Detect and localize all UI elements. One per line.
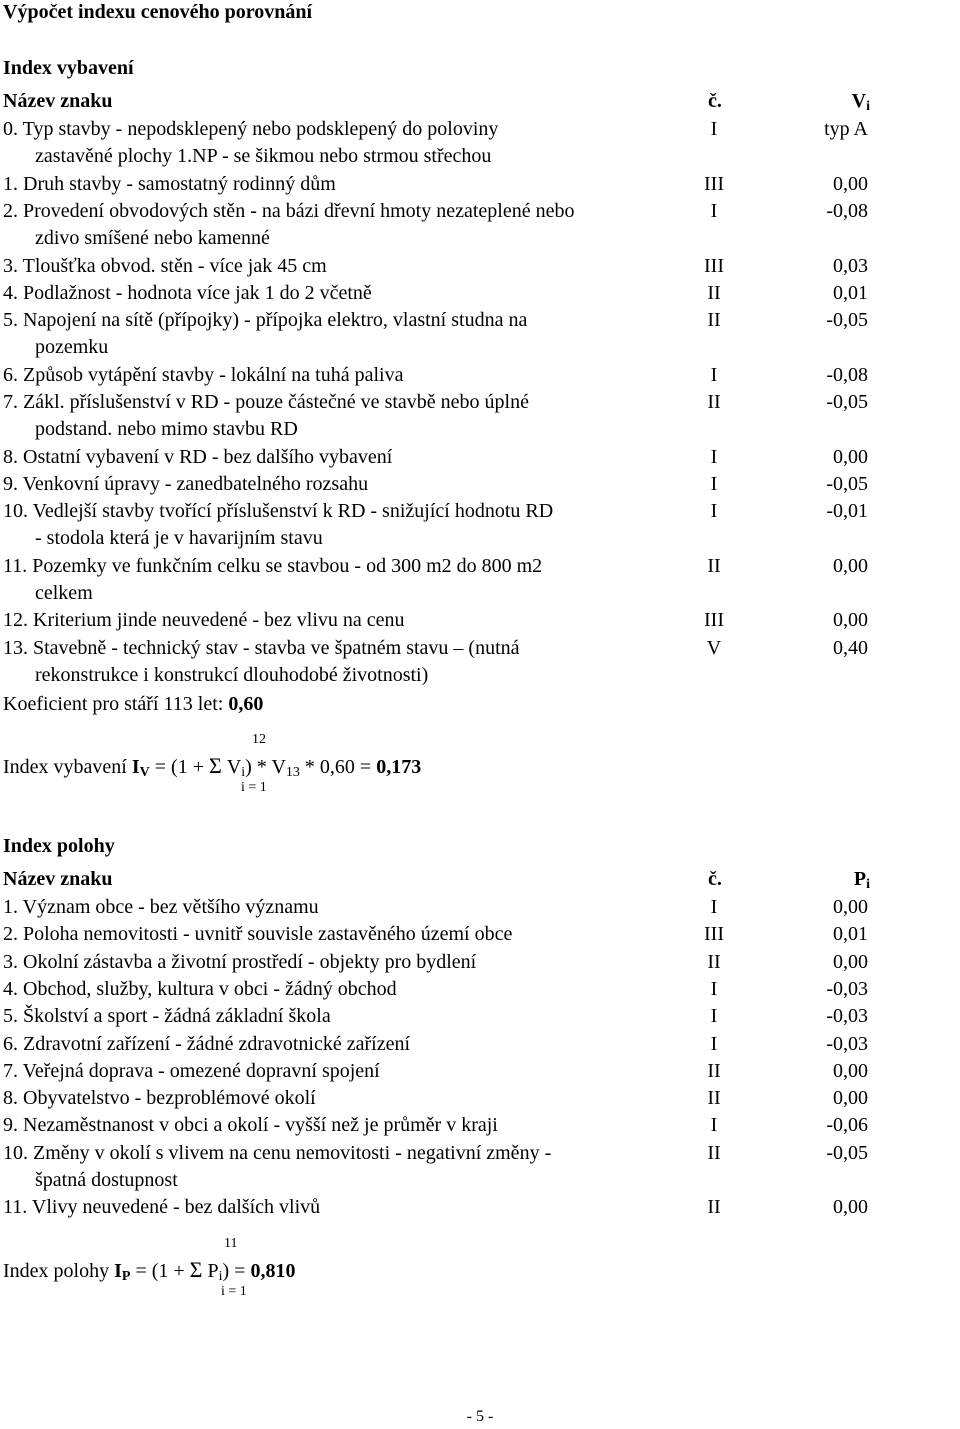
row-value: 0,00 — [833, 896, 868, 918]
row-name-line2: špatná dostupnost — [35, 1168, 178, 1191]
row-number: III — [704, 923, 724, 946]
row-value: 0,00 — [833, 609, 868, 632]
row-value: 0,40 — [833, 636, 868, 659]
row-number: II — [707, 281, 721, 304]
row-value: 0,01 — [833, 281, 868, 304]
row-number: I — [710, 199, 718, 222]
row-number: I — [710, 977, 718, 1000]
row-value: -0,03 — [826, 1032, 868, 1055]
row-name — [3, 1031, 683, 1058]
row-name — [3, 976, 683, 1003]
row-name — [3, 1085, 683, 1112]
row-name-line1: 1. Význam obce - bez většího významu — [3, 896, 319, 918]
row-name-line1: 11. Pozemky ve funkčním celku se stavbou - od 300 m2 do 800 m2 — [3, 554, 543, 577]
row-name — [3, 1112, 683, 1139]
row-name-line1: 6. Zdravotní zařízení - žádné zdravotnické zařízení — [3, 1032, 411, 1055]
row-name-line1: 8. Obyvatelstvo - bezproblémové okolí — [3, 1087, 316, 1110]
row-value: 0,03 — [833, 254, 868, 277]
row-number: II — [707, 1141, 721, 1164]
row-name-line1: 9. Venkovní úpravy - zanedbatelného rozsahu — [3, 472, 369, 495]
row-name — [3, 116, 683, 170]
row-value: 0,00 — [833, 950, 868, 973]
row-name-line1: 12. Kriterium jinde neuvedené - bez vlivu na cenu — [3, 609, 405, 632]
sum-upper-limit: 12 — [252, 732, 266, 747]
row-name — [3, 307, 683, 361]
row-name-line2: - stodola která je v havarijním stavu — [35, 527, 323, 550]
row-name — [3, 444, 683, 471]
row-name — [3, 1058, 683, 1085]
row-value: 0,00 — [833, 1059, 868, 1082]
row-value: -0,05 — [826, 472, 868, 495]
row-name-line1: 7. Veřejná doprava - omezené dopravní spojení — [3, 1059, 380, 1082]
page-number: - 5 - — [466, 1408, 494, 1425]
row-number: I — [710, 363, 718, 386]
row-value: 0,00 — [833, 172, 868, 195]
row-name — [3, 1003, 683, 1030]
column-header-number: č. — [708, 90, 722, 112]
row-value: -0,05 — [826, 391, 868, 413]
row-value: -0,03 — [826, 1005, 868, 1028]
row-name — [3, 471, 683, 498]
row-name-line2: zdivo smíšené nebo kamenné — [35, 226, 270, 249]
row-value: -0,08 — [826, 199, 868, 222]
row-name-line1: 10. Vedlejší stavby tvořící příslušenství k RD - snižující hodnotu RD — [3, 500, 554, 523]
section-heading-polohy: Index polohy — [3, 835, 115, 857]
row-name — [3, 389, 683, 443]
row-name-line1: 9. Nezaměstnanost v obci a okolí - vyšší než je průměr v kraji — [3, 1114, 498, 1137]
row-name — [3, 607, 683, 634]
row-name-line1: 2. Poloha nemovitosti - uvnitř souvisle zastavěného území obce — [3, 923, 513, 946]
row-name-line2: rekonstrukce i konstrukcí dlouhodobé životnosti) — [35, 663, 429, 686]
row-value: -0,05 — [826, 309, 868, 332]
column-header-name: Název znaku — [3, 90, 113, 112]
row-number: I — [710, 1032, 718, 1055]
row-number: III — [704, 172, 724, 195]
row-number: V — [706, 636, 722, 659]
age-coefficient: Koeficient pro stáří 113 let: 0,60 — [3, 693, 264, 715]
column-header-value: $P_i$ — [853, 868, 870, 892]
row-value: typ A — [824, 118, 868, 140]
page-title: Výpočet indexu cenového porovnání — [3, 1, 313, 23]
row-name-line1: 3. Okolní zástavba a životní prostředí - objekty pro bydlení — [3, 950, 477, 973]
row-name-line1: 5. Školství a sport - žádná základní škola — [3, 1005, 331, 1028]
sum-lower-limit: i = 1 — [221, 1284, 247, 1299]
row-number: II — [707, 554, 721, 577]
row-name — [3, 894, 683, 921]
row-number: II — [707, 1087, 721, 1110]
row-number: III — [704, 609, 724, 632]
row-name — [3, 362, 683, 389]
row-number: II — [707, 950, 721, 973]
sum-lower-limit: i = 1 — [241, 780, 267, 795]
row-name — [3, 280, 683, 307]
row-name — [3, 171, 683, 198]
row-name — [3, 635, 683, 689]
row-name-line1: 5. Napojení na sítě (přípojky) - přípojka elektro, vlastní studna na — [3, 309, 528, 332]
row-name — [3, 498, 683, 552]
row-number: II — [707, 391, 721, 413]
row-name-line2: zastavěné plochy 1.NP - se šikmou nebo strmou střechou — [35, 145, 492, 167]
row-value: -0,03 — [826, 977, 868, 1000]
row-value: -0,05 — [826, 1141, 868, 1164]
row-name — [3, 921, 683, 948]
row-name-line1: 10. Změny v okolí s vlivem na cenu nemovitosti - negativní změny - — [3, 1141, 552, 1164]
row-name-line1: 11. Vlivy neuvedené - bez dalších vlivů — [3, 1196, 321, 1219]
row-name-line1: 6. Způsob vytápění stavby - lokální na tuhá paliva — [3, 363, 404, 386]
row-value: 0,00 — [833, 1196, 868, 1219]
row-number: II — [707, 1196, 721, 1219]
row-name-line1: 8. Ostatní vybavení v RD - bez dalšího vybavení — [3, 445, 393, 468]
row-name-line2: pozemku — [35, 336, 109, 359]
row-value: 0,01 — [833, 923, 868, 946]
column-header-name: Název znaku — [3, 868, 113, 890]
row-name — [3, 949, 683, 976]
row-value: -0,06 — [826, 1114, 868, 1137]
row-name-line1: 4. Podlažnost - hodnota více jak 1 do 2 včetně — [3, 281, 372, 304]
row-name-line1: 3. Tloušťka obvod. stěn - více jak 45 cm — [3, 254, 327, 277]
row-name-line1: 1. Druh stavby - samostatný rodinný dům — [3, 172, 336, 195]
row-number: II — [707, 1059, 721, 1082]
row-number: I — [710, 500, 718, 523]
row-number: III — [704, 254, 724, 277]
formula-vybaveni: Index vybavení $I_V = (1 + \Sigma$ $V_i) * V_{13} * 0,60 = 0,173$ — [3, 753, 422, 780]
row-number: II — [707, 309, 721, 332]
formula-polohy: Index polohy $I_P = (1 + \Sigma$ $P_i) = 0,810$ — [3, 1257, 296, 1284]
row-value: 0,00 — [833, 1087, 868, 1110]
row-name — [3, 1194, 683, 1221]
row-name-line1: 0. Typ stavby - nepodsklepený nebo podsklepený do poloviny — [3, 118, 499, 140]
row-value: 0,00 — [833, 554, 868, 577]
row-name-line1: 4. Obchod, služby, kultura v obci - žádný obchod — [3, 977, 397, 1000]
row-value: -0,08 — [826, 363, 868, 386]
row-name — [3, 553, 683, 607]
section-heading-vybaveni: Index vybavení — [3, 57, 134, 79]
row-number: I — [710, 118, 718, 140]
row-number: I — [710, 1114, 718, 1137]
row-value: 0,00 — [833, 445, 868, 468]
row-name — [3, 253, 683, 280]
row-name-line2: podstand. nebo mimo stavbu RD — [35, 418, 298, 440]
row-name-line2: celkem — [35, 581, 93, 604]
row-number: I — [710, 445, 718, 468]
row-name — [3, 198, 683, 252]
row-name-line1: 7. Zákl. příslušenství v RD - pouze částečné ve stavbě nebo úplné — [3, 391, 529, 413]
row-number: I — [710, 1005, 718, 1028]
row-name-line1: 2. Provedení obvodových stěn - na bázi dřevní hmoty nezateplené nebo — [3, 199, 575, 222]
column-header-number: č. — [708, 868, 722, 890]
row-name-line1: 13. Stavebně - technický stav - stavba ve špatném stavu – (nutná — [3, 636, 520, 659]
row-name — [3, 1140, 683, 1194]
row-value: -0,01 — [826, 500, 868, 523]
sum-upper-limit: 11 — [224, 1236, 238, 1251]
column-header-value: $V_i$ — [851, 90, 870, 114]
row-number: I — [710, 896, 718, 918]
row-number: I — [710, 472, 718, 495]
